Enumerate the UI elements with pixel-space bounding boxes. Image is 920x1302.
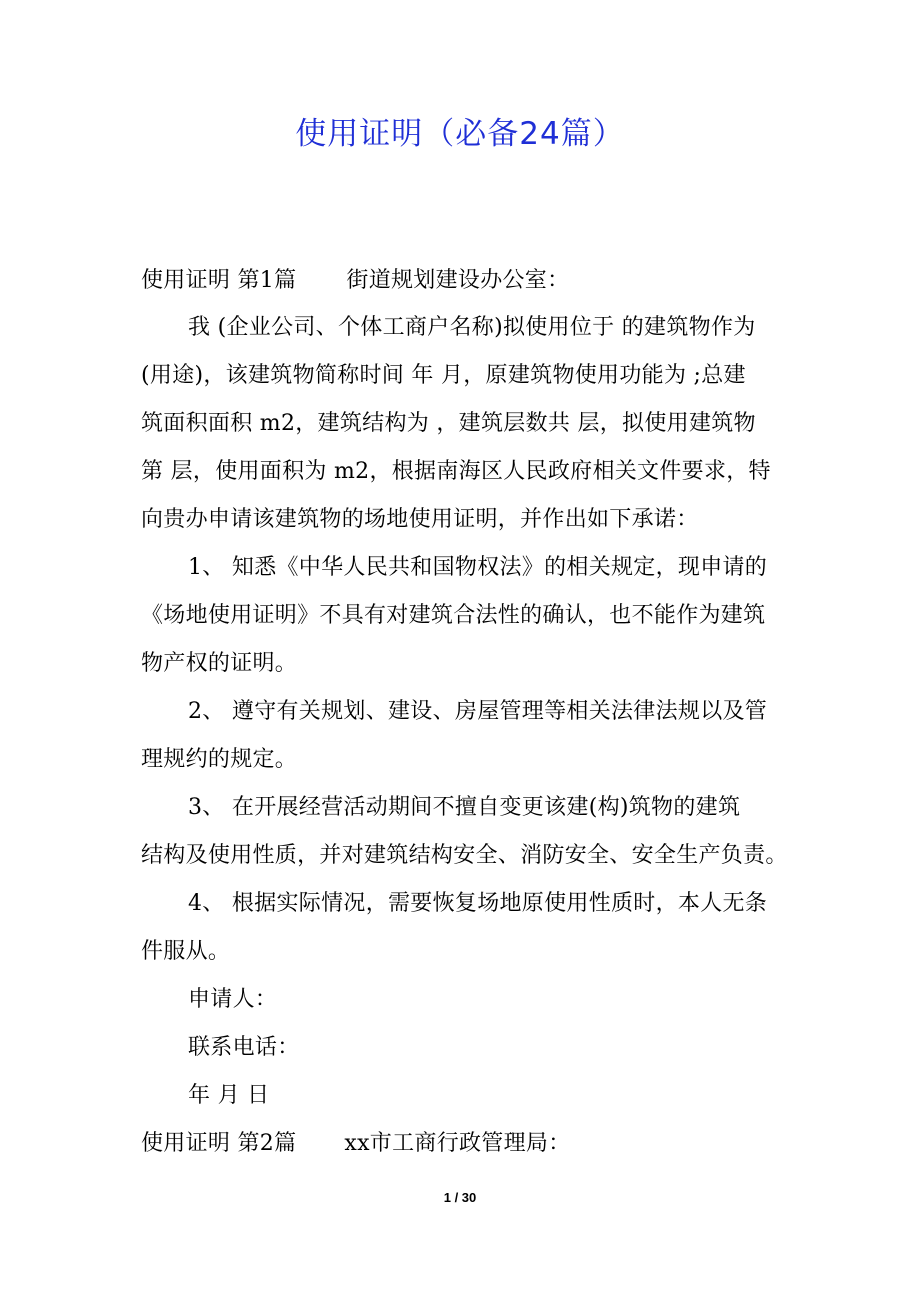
list-item-line: 1、 知悉《中华人民共和国物权法》的相关规定，现申请的 <box>188 555 768 580</box>
paragraph-line: 向贵办申请该建筑物的场地使用证明，并作出如下承诺： <box>141 507 699 532</box>
list-item-line: 4、 根据实际情况，需要恢复场地原使用性质时，本人无条 <box>188 891 768 916</box>
list-item-line: 2、 遵守有关规划、建设、房屋管理等相关法律法规以及管 <box>188 699 768 724</box>
paragraph-line: 筑面积面积 m2，建筑结构为 ，建筑层数共 层，拟使用建筑物 <box>141 411 756 436</box>
section-1-heading-line <box>141 266 569 296</box>
page-number: 1 / 30 <box>443 1190 477 1205</box>
section-1-heading: 使用证明 第1篇 <box>141 268 297 293</box>
document-title: 使用证明（必备24篇） <box>295 116 625 152</box>
list-item-line: 件服从。 <box>141 939 231 964</box>
list-item-line: 《场地使用证明》不具有对建筑合法性的确认，也不能作为建筑 <box>141 603 766 628</box>
date-label: 年 月 日 <box>188 1083 270 1108</box>
list-item-line: 3、 在开展经营活动期间不擅自变更该建(构)筑物的建筑 <box>188 795 741 820</box>
paragraph-line: (用途)，该建筑物简称时间 年 月，原建筑物使用功能为 ;总建 <box>141 363 746 388</box>
paragraph-line: 我 (企业公司、个体工商户名称)拟使用位于 的建筑物作为 <box>188 315 756 340</box>
list-item-line: 物产权的证明。 <box>141 651 298 676</box>
section-2-addressee: xx市工商行政管理局： <box>344 1131 571 1156</box>
section-2-heading: 使用证明 第2篇 <box>141 1131 297 1156</box>
applicant-label: 申请人： <box>188 987 278 1012</box>
section-2-heading-line <box>141 1129 571 1159</box>
list-item-line: 理规约的规定。 <box>141 747 298 772</box>
phone-label: 联系电话： <box>188 1035 300 1060</box>
list-item-line: 结构及使用性质，并对建筑结构安全、消防安全、安全生产负责。 <box>141 843 788 868</box>
paragraph-line: 第 层，使用面积为 m2，根据南海区人民政府相关文件要求，特 <box>141 459 771 484</box>
section-1-addressee: 街道规划建设办公室： <box>346 268 570 293</box>
